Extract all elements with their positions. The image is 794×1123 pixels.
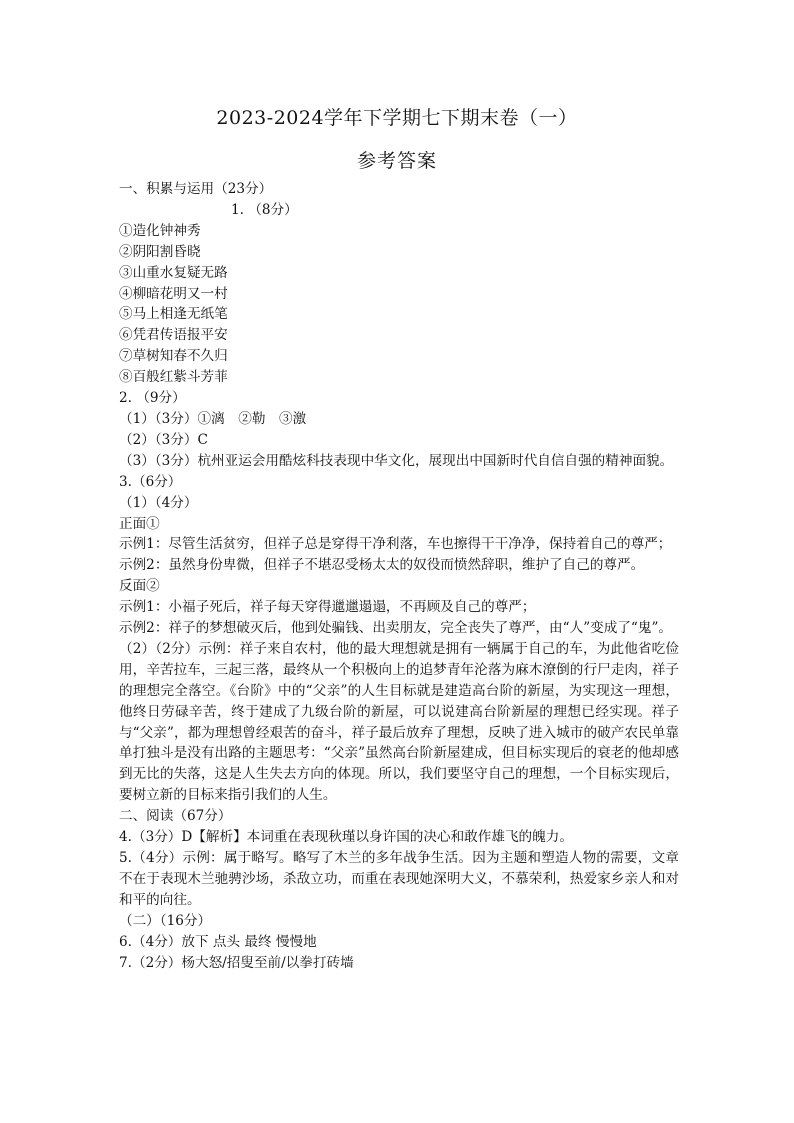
answer-item: ⑥凭君传语报平安: [119, 327, 228, 344]
answer-item: ②阴阳割昏晓: [119, 243, 201, 260]
question-2-answer-1: （1）（3分）①漓 ②勒 ③激: [119, 410, 307, 427]
back-example-1: 示例1：小福子死后，祥子每天穿得邋邋遢遢，不再顾及自己的尊严；: [119, 599, 536, 616]
question-3-sub-1: （1）（4分）: [119, 494, 198, 511]
question-5-answer: 5.（4分）示例：属于略写。略写了木兰的多年战争生活。因为主题和塑造人物的需要，文章不在于表现木兰驰骋沙场，杀敌立功，而重在表现她深明大义，不慕荣利，热爱家乡亲人和对和平的向往。: [119, 850, 679, 908]
page-subtitle: 参考答案: [356, 150, 437, 172]
answer-item: ①造化钟神秀: [119, 222, 201, 239]
front-example-1: 示例1：尽管生活贫穷，但祥子总是穿得干净利落，车也擦得干干净净，保持着自己的尊严；: [119, 536, 672, 553]
question-4-answer: 4.（3分）D【解析】本词重在表现秋瑾以身许国的决心和敢作雄飞的魄力。: [119, 829, 573, 846]
question-3-sub-2: （2）（2分）示例：祥子来自农村，他的最大理想就是拥有一辆属于自己的车，为此他省吃俭用，辛苦拉车，三起三落，最终从一个积极向上的追梦青年沦落为麻木潦倒的行尸走肉，祥子的理想完全落空。《台阶》中的“父亲”的人生目标就是建造高台阶的新屋，为实现这一理想，他终日劳碌辛苦，终于建成了九级台阶的新屋，可以说建高台阶新屋的理想已经实现。祥子与“父亲”，都为理想曾经艰苦的奋斗，祥子最后放弃了理想，反映了进入城市的破产农民单靠单打独斗是没有出路的主题思考：“父亲”虽然高台阶新屋建成，但目标实现后的衰老的他却感到无比的失落，这是人生失去方向的体现。所以，我们要坚守自己的理想，一个目标实现后，要树立新的目标来指引我们的人生。: [119, 640, 679, 804]
question-2-answer-3: （3）（3分）杭州亚运会用酷炫科技表现中华文化，展现出中国新时代自信自强的精神面貌。: [119, 452, 674, 469]
back-heading: 反面②: [119, 578, 160, 595]
question-1-label: 1. （8分）: [231, 201, 298, 218]
answer-body: [119, 179, 679, 973]
section-heading-reading: 二、阅读（67分）: [119, 808, 232, 825]
answer-item: ③山重水复疑无路: [119, 264, 228, 281]
answer-item: ④柳暗花明又一村: [119, 285, 228, 302]
question-3-label: 3.（6分）: [119, 473, 182, 490]
front-example-2: 示例2：虽然身份卑微，但祥子不堪忍受杨太太的奴役而愤然辞职，维护了自己的尊严。: [119, 557, 645, 574]
page-title: 2023-2024学年下学期七下期末卷（一）: [216, 107, 578, 129]
back-example-2: 示例2：祥子的梦想破灭后，他到处骗钱、出卖朋友，完全丧失了尊严，由“人”变成了“鬼”。: [119, 620, 673, 637]
front-heading: 正面①: [119, 515, 160, 532]
answer-item: ⑧百般红紫斗芳菲: [119, 369, 228, 386]
question-6-answer: 6.（4分）放下 点头 最终 慢慢地: [119, 933, 317, 950]
question-7-answer: 7.（2分）杨大怒/招叟至前/以拳打砖墙: [119, 954, 354, 971]
question-2-label: 2. （9分）: [119, 390, 186, 407]
subsection-heading-2: （二）（16分）: [119, 912, 212, 929]
question-2-answer-2: （2）（3分）C: [119, 431, 208, 448]
answer-item: ⑦草树知春不久归: [119, 348, 228, 365]
section-heading-accumulation: 一、积累与运用（23分）: [119, 181, 273, 197]
answer-item: ⑤马上相逢无纸笔: [119, 306, 228, 323]
